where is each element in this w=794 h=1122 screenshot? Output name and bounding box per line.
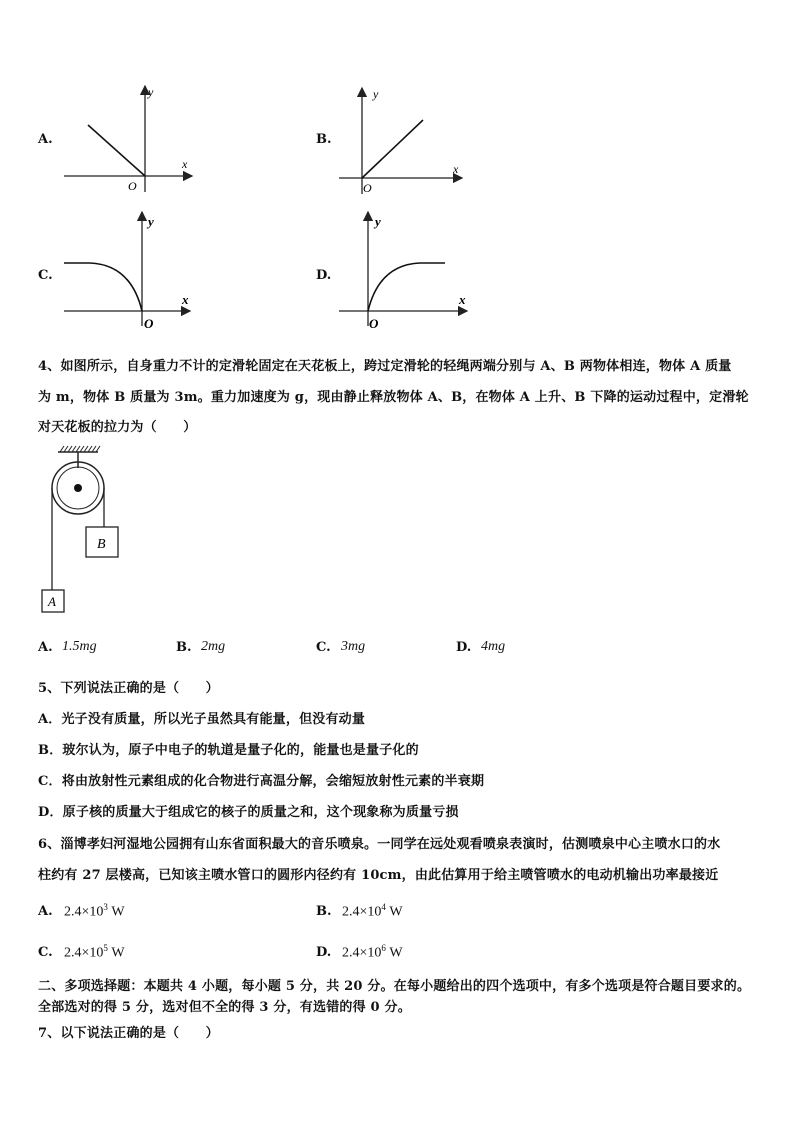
- q6-option-c-value: $2.4\times 10^5$ W: [64, 943, 125, 961]
- section2-heading-line-1: 二、多项选择题：本题共 4 小题，每小题 5 分，共 20 分。在每小题给出的四个选项中，有多个选项是符合题目要求的。: [38, 979, 751, 994]
- graph-option-b-label: B.: [316, 132, 332, 147]
- q4-option-c-value: 3mg: [341, 639, 366, 654]
- q6-option-a-value: $2.4\times 10^3$ W: [64, 902, 125, 920]
- graph-curve: [64, 263, 142, 311]
- q6-option-c-label: C.: [38, 945, 53, 960]
- q4-option-d-value: 4mg: [481, 639, 506, 654]
- x-axis-label: x: [182, 157, 188, 171]
- q5-option-a: A．光子没有质量，所以光子虽然具有能量，但没有动量: [38, 712, 366, 727]
- graph-option-b: [335, 82, 475, 197]
- q6-option-b-value: $2.4\times 10^4$ W: [342, 902, 403, 920]
- q6-option-d-value: $2.4\times 10^6$ W: [342, 943, 403, 961]
- graph-option-a-label: A.: [38, 132, 53, 147]
- q5-option-d: D．原子核的质量大于组成它的核子的质量之和，这个现象称为质量亏损: [38, 805, 459, 820]
- q4-option-d-label: D.: [456, 640, 472, 655]
- pulley-figure: [38, 440, 128, 620]
- origin-label: O: [128, 179, 137, 193]
- pulley-axle: [74, 484, 82, 492]
- q6-stem-line-1: 6、淄博孝妇河湿地公园拥有山东省面积最大的音乐喷泉。一同学在远处观看喷泉表演时，估测喷泉中心主喷水口的水: [38, 837, 721, 852]
- graph-option-a: [60, 80, 210, 195]
- q6-option-b-label: B.: [316, 904, 332, 919]
- x-axis-label: x: [459, 292, 466, 307]
- section2-heading-line-2: 全部选对的得 5 分，选对但不全的得 3 分，有选错的得 0 分。: [38, 1000, 411, 1015]
- block-b-label: B: [97, 537, 106, 552]
- y-axis-label: y: [148, 214, 154, 229]
- y-axis-label: y: [148, 85, 154, 99]
- q6-option-a-label: A.: [38, 904, 53, 919]
- q4-option-a-value: 1.5mg: [62, 639, 97, 654]
- block-a-label: A: [48, 594, 56, 609]
- y-axis-label: y: [375, 214, 381, 229]
- q5-stem: 5、下列说法正确的是（ ）: [38, 681, 219, 696]
- q6-stem-line-2: 柱约有 27 层楼高，已知该主喷水管口的圆形内径约有 10cm，由此估算用于给主喷管喷水的电动机输出功率最接近: [38, 868, 719, 883]
- graph-curve: [368, 263, 445, 311]
- origin-label: O: [144, 316, 154, 331]
- y-axis-label: y: [373, 87, 379, 101]
- q4-stem-line-3: 对天花板的拉力为（ ）: [38, 420, 197, 435]
- x-axis-label: x: [182, 292, 189, 307]
- q4-option-b-value: 2mg: [201, 639, 226, 654]
- graph-line: [362, 120, 423, 178]
- graph-line: [88, 125, 145, 176]
- origin-label: O: [369, 316, 379, 331]
- graph-option-d-label: D.: [316, 268, 332, 283]
- q5-option-b: B．玻尔认为，原子中电子的轨道是量子化的，能量也是量子化的: [38, 743, 419, 758]
- q4-stem-line-2: 为 m，物体 B 质量为 3m。重力加速度为 g，现由静止释放物体 A、B，在物体 A 上升、B 下降的运动过程中，定滑轮: [38, 390, 749, 405]
- graph-option-d: [335, 208, 475, 333]
- graph-option-c-label: C.: [38, 268, 53, 283]
- q7-stem: 7、以下说法正确的是（ ）: [38, 1026, 219, 1041]
- q4-option-b-label: B.: [176, 640, 192, 655]
- ceiling-hatch: [60, 446, 100, 452]
- q5-option-c: C．将由放射性元素组成的化合物进行高温分解，会缩短放射性元素的半衰期: [38, 774, 485, 789]
- q4-option-c-label: C.: [316, 640, 331, 655]
- q4-stem-line-1: 4、如图所示，自身重力不计的定滑轮固定在天花板上，跨过定滑轮的轻绳两端分别与 A、B 两物体相连，物体 A 质量: [38, 359, 732, 374]
- q6-option-d-label: D.: [316, 945, 332, 960]
- origin-label: O: [363, 181, 372, 195]
- x-axis-label: x: [453, 162, 459, 176]
- q4-option-a-label: A.: [38, 640, 53, 655]
- graph-option-c: [60, 208, 200, 333]
